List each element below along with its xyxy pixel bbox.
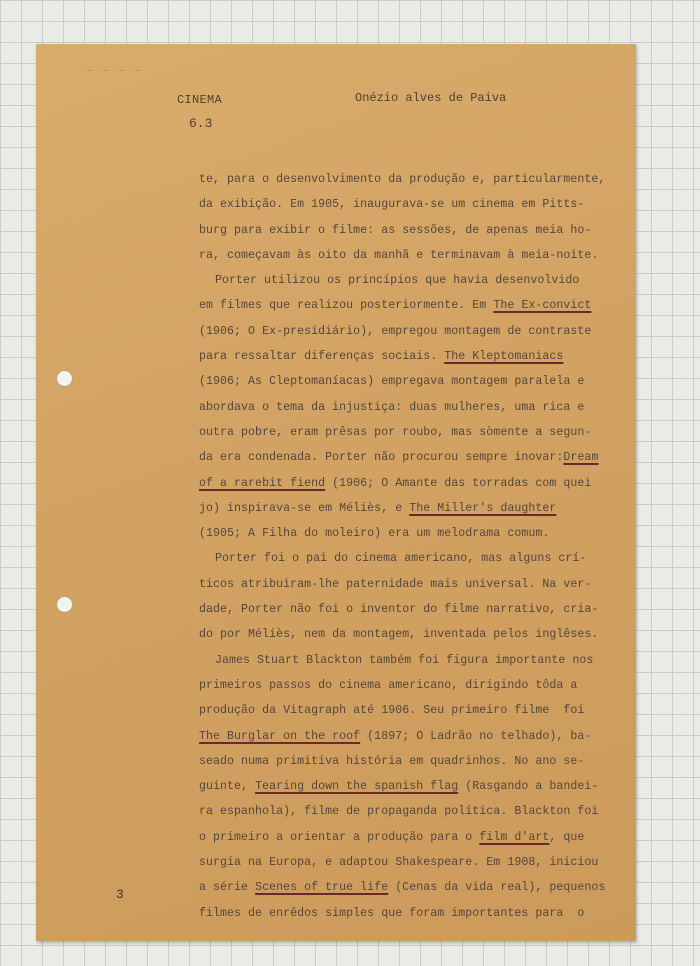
text-line: (1906; O Ex-presidiário), empregou montagem de contraste xyxy=(199,324,592,338)
binder-hole-top xyxy=(56,370,73,387)
page-number: 3 xyxy=(116,887,124,902)
film-title: The Kleptomaniacs xyxy=(444,350,564,364)
film-title: of a rarebit fiend xyxy=(199,476,326,490)
text-line: te, para o desenvolvimento da produção e, particularmente, xyxy=(199,173,606,186)
header-code: 6.3 xyxy=(189,116,213,131)
text-line: da exibição. Em 1905, inaugurava-se um cinema em Pitts- xyxy=(199,198,585,212)
text-line: em filmes que realizou posteriormente. Em The Ex-convict xyxy=(199,299,592,313)
film-title: Tearing down the spanish flag xyxy=(255,780,459,794)
text-line: do por Méliès, nem da montagem, inventada pelos inglêses. xyxy=(199,628,599,642)
corner-mark: – – – – xyxy=(86,66,143,77)
text-line: ticos atribuiram-lhe paternidade mais universal. Na ver- xyxy=(199,577,592,591)
text-line: (1905; A Filha do moleiro) era um melodrama comum. xyxy=(199,527,550,541)
text-line: filmes de enrêdos simples que foram importantes para o xyxy=(199,906,585,920)
text-line: o primeiro a orientar a produção para o film d'art, que xyxy=(199,830,585,844)
film-title: film d'art xyxy=(479,830,550,844)
body-text xyxy=(199,167,624,926)
text-line: da era condenada. Porter não procurou sempre inovar:Dream xyxy=(199,451,599,465)
text-line: primeiros passos do cinema americano, dirigindo tôda a xyxy=(199,678,578,692)
text-line: a série Scenes of true life (Cenas da vida real), pequenos xyxy=(199,881,606,895)
text-line: outra pobre, eram prêsas por roubo, mas sòmente a segun- xyxy=(199,425,592,439)
text-line: of a rarebit fiend (1906; O Amante das torradas com quei xyxy=(199,476,592,490)
text-line: surgia na Europa, e adaptou Shakespeare. Em 1908, iniciou xyxy=(199,856,599,870)
header-author: Onézio alves de Paiva xyxy=(355,91,507,105)
film-title: The Burglar on the roof xyxy=(199,729,361,743)
text-line: abordava o tema da injustiça: duas mulheres, uma rica e xyxy=(199,400,585,414)
text-line: jo) inspirava-se em Méliès, e The Miller's daughter xyxy=(199,501,557,515)
text-line: (1906; As Cleptomaníacas) empregava montagem paralela e xyxy=(199,375,585,389)
text-line: ra espanhola), filme de propaganda política. Blackton foi xyxy=(199,805,599,819)
text-line: Porter foi o pai do cinema americano, mas alguns crí- xyxy=(215,552,587,566)
binder-hole-bottom xyxy=(56,596,73,613)
film-title: Dream xyxy=(563,451,599,465)
text-line: produção da Vitagraph até 1906. Seu primeiro filme foi xyxy=(199,704,585,718)
text-line: para ressaltar diferenças sociais. The Kleptomaniacs xyxy=(199,350,564,364)
text-line: Porter utilizou os princípios que havia desenvolvido xyxy=(215,274,580,288)
film-title: The Miller's daughter xyxy=(409,501,557,515)
text-line: guinte, Tearing down the spanish flag (Rasgando a bandei- xyxy=(199,780,599,794)
text-line: James Stuart Blackton também foi figura importante nos xyxy=(215,653,594,667)
text-line: ra, começavam às oito da manhã e terminavam à meia-noite. xyxy=(199,248,599,262)
typewritten-page xyxy=(36,44,636,941)
film-title: The Ex-convict xyxy=(493,299,592,313)
text-line: dade, Porter não foi o inventor do filme narrativo, cria- xyxy=(199,603,599,617)
text-line: seado numa primitiva história em quadrinhos. No ano se- xyxy=(199,754,585,768)
text-line: The Burglar on the roof (1897; O Ladrão no telhado), ba- xyxy=(199,729,592,743)
header-subject: CINEMA xyxy=(177,93,223,107)
text-line: burg para exibir o filme: as sessões, de apenas meia ho- xyxy=(199,223,592,237)
film-title: Scenes of true life xyxy=(255,881,389,895)
